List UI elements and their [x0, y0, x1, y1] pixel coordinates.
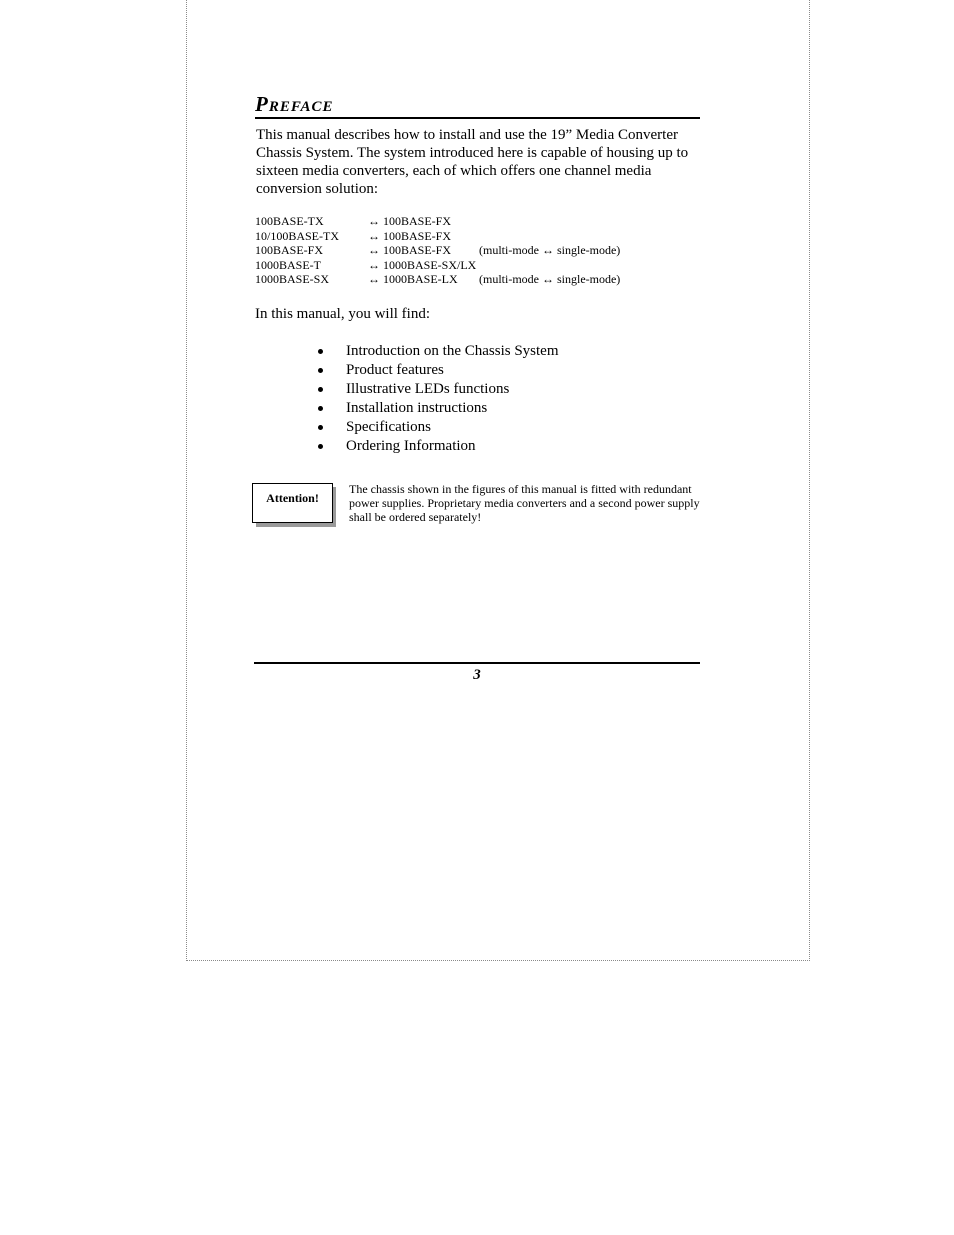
list-item	[316, 399, 559, 418]
table-row	[255, 272, 620, 287]
conversion-note: (multi-mode ↔ single-mode)	[479, 243, 621, 257]
page-number: 3	[473, 667, 481, 683]
conversion-from: 1000BASE-SX	[255, 272, 330, 286]
list-item-text: Introduction on the Chassis System	[346, 343, 559, 359]
conversion-table	[255, 214, 620, 287]
list-item-text: Illustrative LEDs functions	[346, 381, 510, 397]
list-item	[316, 437, 559, 456]
list-item-text: Installation instructions	[346, 400, 488, 416]
conversion-note: (multi-mode ↔ single-mode)	[479, 272, 621, 286]
bullet-icon	[318, 349, 323, 354]
attention-text: The chassis shown in the figures of this manual is fitted with redundant power supplies. Proprietary media converters and a second power supply shall be ordered separately!	[349, 482, 700, 524]
bullet-icon	[318, 387, 323, 392]
conversion-to: ↔ 1000BASE-SX/LX	[368, 257, 477, 272]
conversion-note	[479, 258, 620, 273]
find-intro: In this manual, you will find:	[255, 306, 430, 322]
table-row	[255, 214, 620, 229]
bullet-icon	[318, 406, 323, 411]
bullet-icon	[318, 444, 323, 449]
conversion-to: ↔ 100BASE-FX	[368, 228, 452, 243]
intro-paragraph: This manual describes how to install and use the 19” Media Converter Chassis System. The system introduced here is capable of housing up to sixteen media converters, each of which offers one channel media conversion solution:	[256, 127, 689, 197]
list-item-text: Specifications	[346, 419, 431, 435]
conversion-note	[479, 229, 620, 244]
conversion-to: ↔ 1000BASE-LX	[368, 272, 458, 286]
attention-label: Attention!	[252, 483, 333, 523]
conversion-from: 10/100BASE-TX	[255, 228, 339, 243]
table-row	[255, 258, 620, 273]
conversion-from: 100BASE-FX	[255, 243, 324, 257]
conversion-to: ↔ 100BASE-FX	[368, 214, 452, 228]
bullet-icon	[318, 425, 323, 430]
conversion-from: 1000BASE-T	[255, 257, 321, 272]
conversion-to: ↔ 100BASE-FX	[368, 243, 452, 257]
bullet-icon	[318, 368, 323, 373]
list-item-text: Ordering Information	[346, 438, 476, 454]
heading-rest: REFACE	[268, 99, 334, 115]
contents-list	[316, 342, 559, 456]
heading-initial: P	[255, 92, 269, 116]
section-heading	[255, 92, 700, 119]
list-item	[316, 342, 559, 361]
list-item	[316, 418, 559, 437]
list-item	[316, 380, 559, 399]
table-row	[255, 229, 620, 244]
list-item-text: Product features	[346, 362, 444, 378]
footer-divider	[254, 662, 700, 664]
conversion-from: 100BASE-TX	[255, 214, 324, 228]
list-item	[316, 361, 559, 380]
table-row	[255, 243, 620, 258]
conversion-note	[479, 214, 620, 229]
